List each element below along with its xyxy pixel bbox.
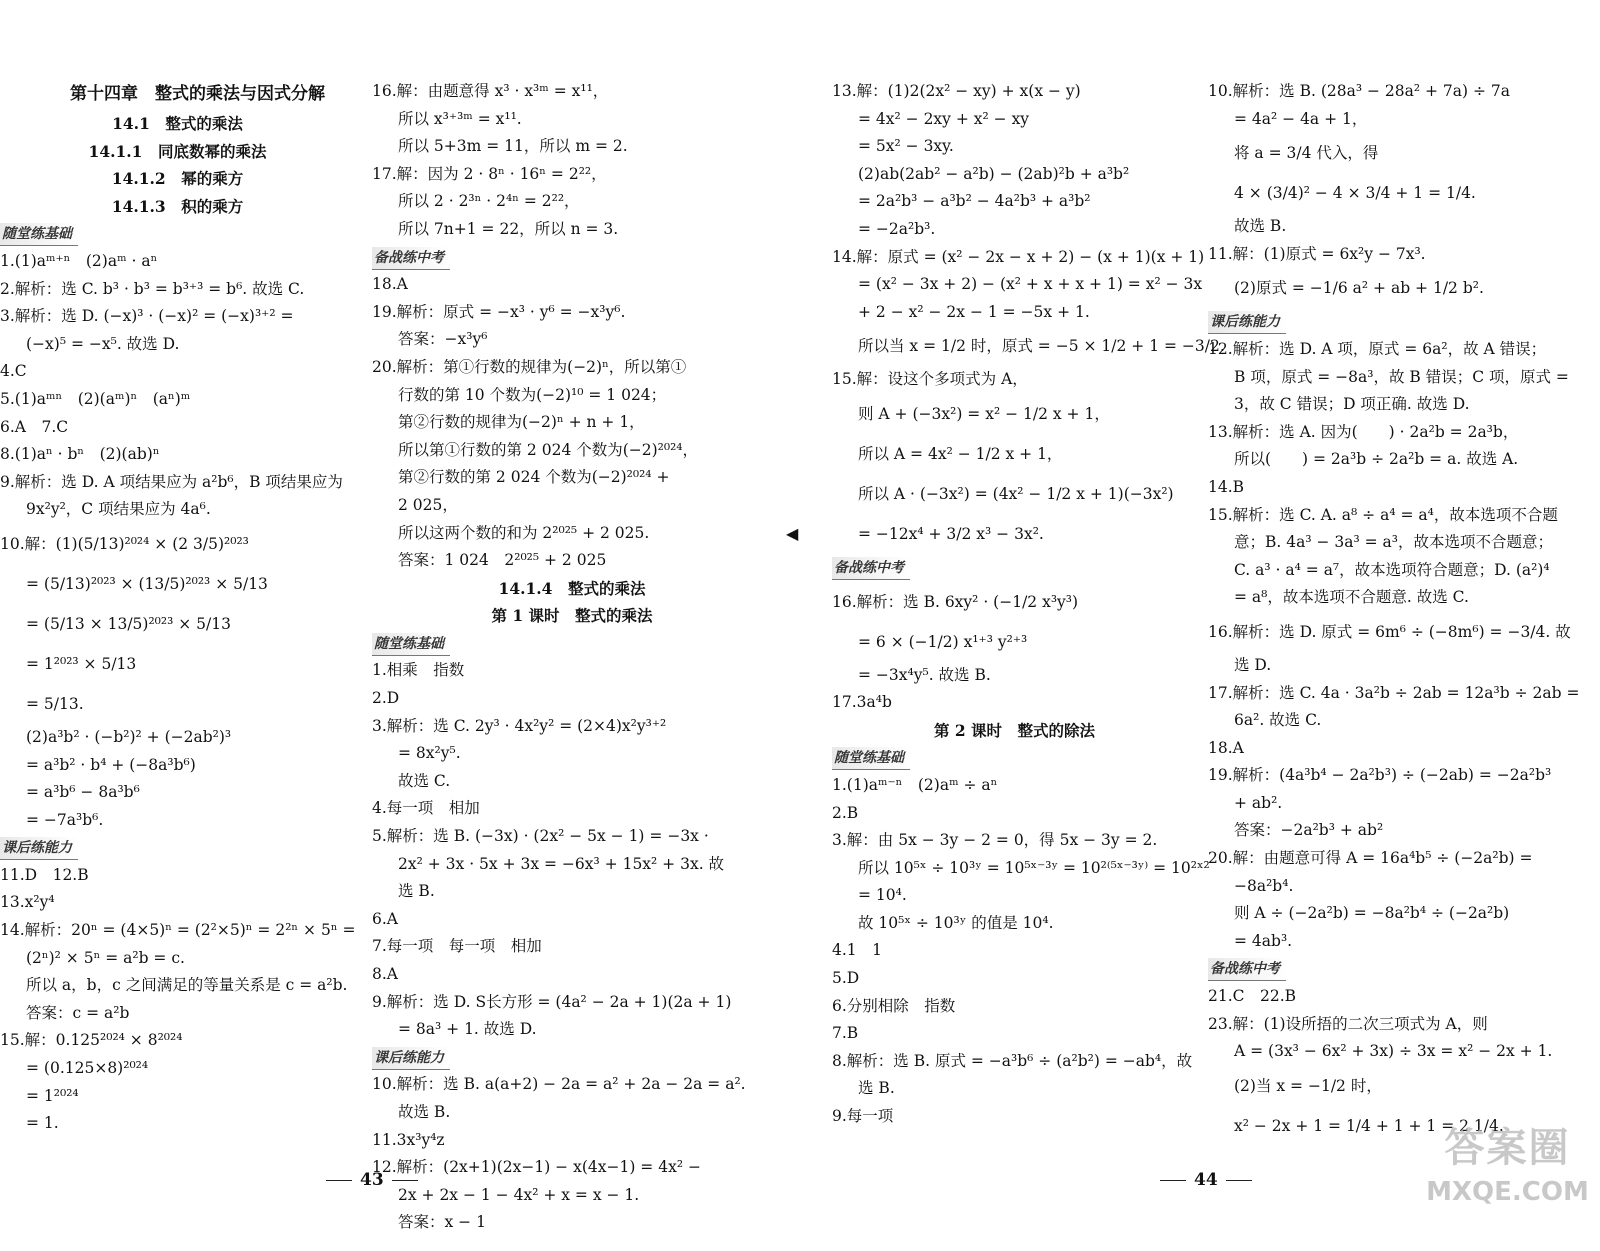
answer-line: 6.A [372,909,398,928]
answer-line: 所以第①行数的第 2 024 个数为(−2)²⁰²⁴， [398,440,699,459]
section-tag: 随堂练基础 [832,747,910,770]
answer-line: 20.解：由题意可得 A = 16a⁴b⁵ ÷ (−2a²b) = [1208,849,1533,868]
answer-line: A = (3x³ − 6x² + 3x) ÷ 3x = x² − 2x + 1. [1234,1042,1553,1061]
answer-line: (−x)⁵ = −x⁵. 故选 D. [26,334,180,353]
answer-line: 20.解析：第①行数的规律为(−2)ⁿ，所以第① [372,357,687,376]
answer-line: 故 10⁵ˣ ÷ 10³ʸ 的值是 10⁴. [858,913,1054,932]
answer-line: = 5/13. [26,694,84,713]
answer-line: = 8a³ + 1. 故选 D. [398,1020,537,1039]
answer-line: 所以 A = 4x² − 1/2 x + 1， [858,444,1063,463]
section-title: 14.1 整式的乘法 [112,114,243,133]
watermark-logo [1420,1120,1595,1230]
answer-line: 11.3x³y⁴z [372,1130,445,1149]
answer-line: 4 × (3/4)² − 4 × 3/4 + 1 = 1/4. [1234,184,1476,203]
answer-line: 4.C [0,362,27,381]
answer-line: 答案：c = a²b [26,1003,130,1022]
answer-line: 14.解：原式 = (x² − 2x − x + 2) − (x + 1)(x + 1) [832,247,1205,266]
answer-line: B 项，原式 = −8a³，故 B 错误；C 项，原式 = [1234,367,1569,386]
answer-line: 所以 2 · 2³ⁿ · 2⁴ⁿ = 2²²， [398,192,580,211]
answer-line: = 6 × (−1/2) x¹⁺³ y²⁺³ [858,632,1028,651]
answer-line: 2x² + 3x · 5x + 3x = −6x³ + 15x² + 3x. 故 [398,854,725,873]
answer-line: 8.解析：选 B. 原式 = −a³b⁶ ÷ (a²b²) = −ab⁴，故 [832,1051,1193,1070]
answer-line: = 10⁴. [858,886,907,905]
answer-line: −8a²b⁴. [1234,876,1294,895]
subsection-title: 14.1.2 幂的乘方 [111,169,244,189]
answer-line: 16.解析：选 D. 原式 = 6m⁶ ÷ (−8m⁶) = −3/4. 故 [1208,622,1571,641]
answer-line: 13.解：(1)2(2x² − xy) + x(x − y) [832,82,1081,100]
answer-line: 3，故 C 错误；D 项正确. 故选 D. [1234,395,1470,414]
answer-line: 答案：−x³y⁶ [398,330,488,349]
answer-line: 9.解析：选 D. S长方形 = (4a² − 2a + 1)(2a + 1) [372,992,732,1011]
answer-line: 所以 7n+1 = 22，所以 n = 3. [398,219,619,238]
section-tag: 课后练能力 [372,1047,450,1070]
answer-line: 选 B. [858,1079,895,1098]
section-tag: 备战练中考 [832,557,910,580]
answer-line: 答案：x − 1 [398,1213,486,1232]
answer-line: 则 A + (−3x²) = x² − 1/2 x + 1， [858,404,1110,423]
answer-line: 17.3a⁴b [832,693,892,712]
answer-line: 2 025， [398,495,458,514]
answer-line: 则 A ÷ (−2a²b) = −8a²b⁴ ÷ (−2a²b) [1234,904,1510,923]
answer-line: + 2 − x² − 2x − 1 = −5x + 1. [858,302,1090,321]
answer-line: 所以 a，b，c 之间满足的等量关系是 c = a²b. [26,976,348,995]
answer-line: 1.相乘 指数 [372,661,465,680]
answer-line: x² − 2x + 1 = 1/4 + 1 + 1 = 2 1/4. [1234,1116,1504,1135]
answer-line: 7.B [832,1024,859,1043]
section-tag: 随堂练基础 [0,223,78,246]
answer-line: = −2a²b³. [858,219,936,238]
answer-line: 5.(1)aᵐⁿ (2)(aᵐ)ⁿ (aⁿ)ᵐ [0,389,191,408]
subsection-title: 14.1.1 同底数幂的乘法 [88,141,267,161]
subsection-title: 14.1.3 积的乘方 [111,196,244,216]
answer-line: 18.A [1208,738,1244,757]
answer-line: 3.解析：选 D. (−x)³ · (−x)² = (−x)³⁺² = [0,307,294,326]
answer-line: 行数的第 10 个数为(−2)¹⁰ = 1 024； [398,385,667,404]
answer-line: 17.解析：选 C. 4a · 3a²b ÷ 2ab = 12a³b ÷ 2ab = [1208,683,1580,702]
answer-line: 1.(1)aᵐ⁺ⁿ (2)aᵐ · aⁿ [0,251,158,270]
answer-line: 第②行数的规律为(−2)ⁿ + n + 1， [398,413,645,432]
page-43-right-column [372,78,772,1237]
answer-line: 18.A [372,275,408,294]
page-divider-arrow-icon: ◀ [786,524,799,543]
answer-line: 所以这两个数的和为 2²⁰²⁵ + 2 025. [398,523,650,542]
answer-line: 17.解：因为 2 · 8ⁿ · 16ⁿ = 2²²， [372,164,607,183]
answer-line: 3.解析：选 C. 2y³ · 4x²y² = (2×4)x²y³⁺² [372,716,667,735]
answer-line: 2.解析：选 C. b³ · b³ = b³⁺³ = b⁶. 故选 C. [0,279,305,298]
answer-line: 10.解析：选 B. a(a+2) − 2a = a² + 2a − 2a = a². [372,1075,746,1094]
answer-line: 答案：1 024 2²⁰²⁵ + 2 025 [398,551,607,570]
answer-line: = 4a² − 4a + 1， [1234,109,1368,128]
answer-line: 5.D [832,969,860,988]
answer-line: (2)a³b² · (−b²)² + (−2ab²)³ [26,727,232,746]
answer-line: = 4ab³. [1234,931,1293,950]
answer-line: 21.C 22.B [1208,987,1297,1006]
answer-line: 4.1 1 [832,941,883,960]
answer-line: + ab². [1234,793,1283,812]
answer-line: 15.解析：选 C. A. a⁸ ÷ a⁴ = a⁴，故本选项不合题 [1208,505,1558,524]
answer-line: = (5/13 × 13/5)²⁰²³ × 5/13 [26,614,231,633]
answer-line: = 5x² − 3xy. [858,137,954,156]
answer-line: (2)当 x = −1/2 时， [1234,1076,1382,1095]
answer-line: 所以 A · (−3x²) = (4x² − 1/2 x + 1)(−3x²) [858,484,1174,503]
page-number: 44 [1152,1170,1260,1190]
answer-line: = (x² − 3x + 2) − (x² + x + x + 1) = x² − 3x [858,275,1203,294]
answer-line: = a⁸，故本选项不合题意. 故选 C. [1234,588,1469,607]
answer-line: 意；B. 4a³ − 3a³ = a³，故本选项不合题意； [1234,533,1554,552]
answer-line: 2.B [832,803,859,822]
answer-line: 11.解：(1)原式 = 6x²y − 7x³. [1208,244,1426,263]
answer-line: = (0.125×8)²⁰²⁴ [26,1059,149,1078]
answer-line: 12.解析：(2x+1)(2x−1) − x(4x−1) = 4x² − [372,1158,701,1177]
chapter-title: 第十四章 整式的乘法与因式分解 [70,84,325,104]
answer-line: = 1. [26,1114,59,1133]
answer-line: 9.解析：选 D. A 项结果应为 a²b⁶，B 项结果应为 [0,472,343,491]
answer-line: 13.解析：选 A. 因为( ) · 2a²b = 2a³b， [1208,422,1519,441]
answer-line: 第②行数的第 2 024 个数为(−2)²⁰²⁴ + [398,468,670,487]
answer-line: 9x²y²，C 项结果应为 4a⁶. [26,500,211,519]
answer-line: 答案：−2a²b³ + ab² [1234,821,1384,840]
answer-line: 所以 5+3m = 11，所以 m = 2. [398,137,628,156]
answer-line: 所以 x³⁺³ᵐ = x¹¹. [398,109,522,128]
answer-line: 15.解：设这个多项式为 A， [832,370,1028,389]
section-tag: 备战练中考 [372,247,450,270]
answer-line: 23.解：(1)设所捂的二次三项式为 A，则 [1208,1014,1488,1033]
answer-line: 将 a = 3/4 代入，得 [1234,144,1379,163]
answer-line: 15.解：0.125²⁰²⁴ × 8²⁰²⁴ [0,1031,183,1050]
answer-line: 8.(1)aⁿ · bⁿ (2)(ab)ⁿ [0,445,160,464]
answer-line: 6.A 7.C [0,417,69,436]
answer-line: 14.B [1208,477,1245,496]
page-number: 43 [318,1170,426,1190]
page-43-left-column [0,78,355,1138]
answer-line: 所以( ) = 2a³b ÷ 2a²b = a. 故选 A. [1234,450,1519,469]
answer-line: 所以 10⁵ˣ ÷ 10³ʸ = 10⁵ˣ⁻³ʸ = 10²⁽⁵ˣ⁻³ʸ⁾ = 10²ˣ² [858,858,1210,877]
answer-line: 4.每一项 相加 [372,799,480,818]
answer-line: = (5/13)²⁰²³ × (13/5)²⁰²³ × 5/13 [26,574,268,593]
answer-line: 8.A [372,965,398,983]
answer-line: = 4x² − 2xy + x² − xy [858,109,1030,128]
answer-line: 选 D. [1234,655,1272,674]
answer-line: 7.每一项 每一项 相加 [372,937,542,956]
section-tag: 课后练能力 [0,837,78,860]
answer-line: 选 B. [398,882,435,901]
section-tag: 课后练能力 [1208,311,1286,334]
answer-line: 故选 B. [1234,217,1287,236]
answer-line: 14.解析：20ⁿ = (4×5)ⁿ = (2²×5)ⁿ = 2²ⁿ × 5ⁿ = [0,921,356,940]
answer-line: 11.D 12.B [0,865,89,884]
answer-line: 3.解：由 5x − 3y − 2 = 0，得 5x − 3y = 2. [832,831,1158,850]
page-44-right-column [1208,78,1600,1146]
section-tag: 随堂练基础 [372,633,450,656]
answer-line: 2.D [372,689,400,708]
answer-line: = −12x⁴ + 3/2 x³ − 3x². [858,524,1044,543]
answer-line: 6a². 故选 C. [1234,711,1322,730]
answer-line: 2x + 2x − 1 − 4x² + x = x − 1. [398,1185,640,1204]
answer-line: (2ⁿ)² × 5ⁿ = a²b = c. [26,948,185,967]
answer-line: 6.分别相除 指数 [832,996,956,1015]
answer-line: = a³b² · b⁴ + (−8a³b⁶) [26,755,196,774]
answer-line: 故选 B. [398,1102,451,1121]
answer-line: (2)ab(2ab² − a²b) − (2ab)²b + a³b² [858,164,1130,183]
lesson-title: 第 1 课时 整式的乘法 [491,606,653,626]
answer-line: 12.解析：选 D. A 项，原式 = 6a²，故 A 错误； [1208,339,1547,358]
section-title: 14.1.4 整式的乘法 [498,578,646,598]
answer-line: = −3x⁴y⁵. 故选 B. [858,665,991,684]
answer-line: 故选 C. [398,771,451,790]
answer-line: 13.x²y⁴ [0,893,55,912]
answer-line: 1.(1)aᵐ⁻ⁿ (2)aᵐ ÷ aⁿ [832,775,998,794]
answer-line: 所以当 x = 1/2 时，原式 = −5 × 1/2 + 1 = −3/2. [858,337,1225,356]
answer-line: 9.每一项 [832,1107,894,1126]
answer-line: = 8x²y⁵. [398,744,461,763]
answer-line: = 1²⁰²³ × 5/13 [26,654,137,673]
answer-line: 19.解析：原式 = −x³ · y⁶ = −x³y⁶. [372,302,626,321]
answer-line: 19.解析：(4a³b⁴ − 2a²b³) ÷ (−2ab) = −2a²b³ [1208,766,1552,785]
answer-line: (2)原式 = −1/6 a² + ab + 1/2 b². [1234,279,1484,298]
watermark-text: 答案圈 [1444,1125,1571,1171]
page-44-left-column [832,78,1225,1131]
section-tag: 备战练中考 [1208,958,1286,981]
answer-line: = a³b⁶ − 8a³b⁶ [26,783,140,802]
answer-line: = 2a²b³ − a³b² − 4a²b³ + a³b² [858,192,1091,211]
answer-line: C. a³ · a⁴ = a⁷，故本选项符合题意；D. (a²)⁴ [1234,560,1550,579]
answer-line: 16.解：由题意得 x³ · x³ᵐ = x¹¹， [372,82,609,100]
answer-line: = −7a³b⁶. [26,810,104,829]
watermark-url: MXQE.COM [1426,1177,1589,1207]
answer-line: 10.解析：选 B. (28a³ − 28a² + 7a) ÷ 7a [1208,82,1511,100]
answer-line: 5.解析：选 B. (−3x) · (2x² − 5x − 1) = −3x · [372,827,709,846]
answer-line: = 1²⁰²⁴ [26,1086,79,1105]
answer-line: 10.解：(1)(5/13)²⁰²⁴ × (2 3/5)²⁰²³ [0,534,249,553]
answer-line: 16.解析：选 B. 6xy² · (−1/2 x³y³) [832,592,1079,611]
lesson-title: 第 2 课时 整式的除法 [933,720,1096,740]
